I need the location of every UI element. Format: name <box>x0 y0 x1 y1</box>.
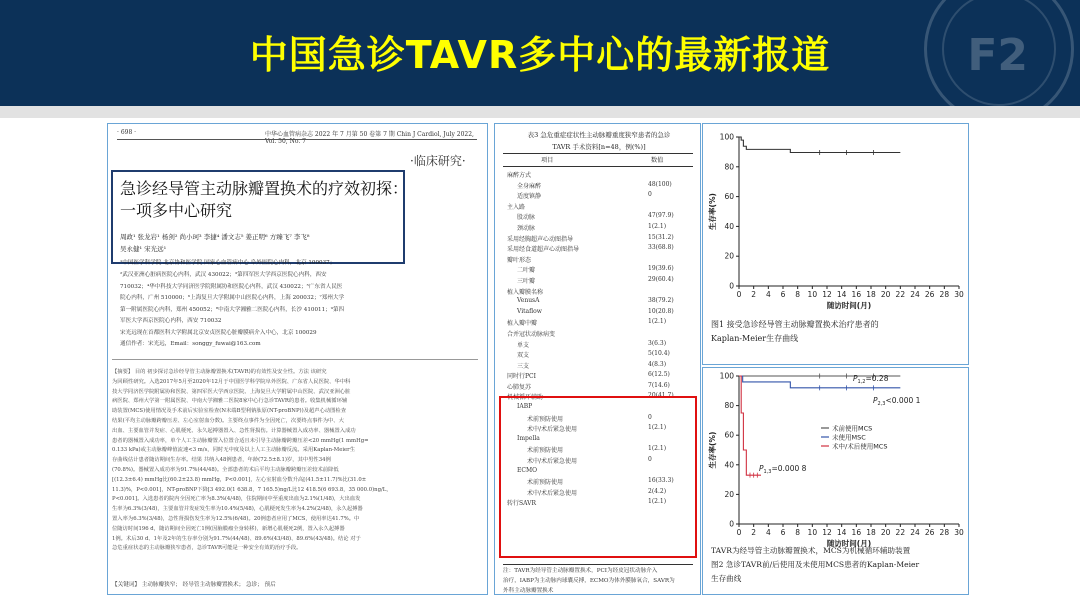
primary-affiliation: ¹中国医学科学院 北京协和医学院 国家心血管病中心 阜外医院心内科，北京 100037； <box>120 260 336 266</box>
y-tick-label: 20 <box>724 489 734 499</box>
article-title-line1: 急诊经导管主动脉瓣置换术的疗效初探： <box>120 179 409 198</box>
table-row <box>503 349 693 360</box>
row-label: Impella <box>517 434 540 442</box>
table-row <box>503 275 693 286</box>
y-tick-label: 60 <box>724 430 734 440</box>
x-tick-label: 16 <box>851 290 862 299</box>
row-value: 7(14.6) <box>648 381 670 389</box>
table-row <box>503 243 693 254</box>
x-tick-label: 24 <box>910 528 920 537</box>
row-label: 股动脉 <box>517 214 536 222</box>
row-value: 2(4.2) <box>648 487 667 495</box>
row-value: 29(60.4) <box>648 275 674 283</box>
x-tick-label: 24 <box>910 290 920 299</box>
table-row <box>503 296 693 307</box>
row-label: 适度镇静 <box>517 193 542 201</box>
x-tick-label: 20 <box>880 290 891 299</box>
affiliation-line: 院心内科，广州 510000；⁶上海复旦大学附属中山医院心内科，上海 200032；⁷郑州大学 <box>120 295 345 301</box>
abstract-line: 置入率为6.3%(3/48)，急性肾损伤发生率为12.5%(6/48)。20例患者应用了MCS，使用率达41.7%。中 <box>112 515 360 522</box>
affiliation-line: 军医大学西京医院心内科，西安 710032 <box>120 318 222 324</box>
affiliation-line: 第一附属医院心内科，郑州 450052；⁸中南大学湘雅二医院心内科，长沙 410011；⁹第四 <box>120 306 345 313</box>
row-value: 6(12.5) <box>648 371 670 379</box>
row-label: 主入路 <box>507 203 526 211</box>
x-tick-label: 12 <box>822 290 832 299</box>
y-tick-label: 20 <box>724 251 734 261</box>
row-label: 术前预防使用 <box>527 415 564 423</box>
article-title-line2: 一项多中心研究 <box>120 201 233 220</box>
table3-caption <box>503 129 695 153</box>
row-label: 转行SAVR <box>507 500 536 508</box>
authors-line2: 吴永健¹ 宋光远¹ <box>120 245 167 253</box>
row-value: 47(97.9) <box>648 212 674 220</box>
x-axis-label: 随访时间(月) <box>826 301 872 310</box>
x-tick-label: 30 <box>954 528 964 537</box>
figure1-caption <box>711 318 879 346</box>
table-row <box>503 254 693 265</box>
row-label: 双支 <box>517 352 530 360</box>
row-label: 瓣叶形态 <box>507 256 532 264</box>
p-value-annotation: $P_{1,3}=0.000$ 8 <box>759 464 807 475</box>
author-list <box>120 231 402 255</box>
row-value: 48(100) <box>648 180 672 188</box>
row-value: 20(41.7) <box>648 392 674 400</box>
abstract-divider <box>112 359 478 360</box>
x-tick-label: 10 <box>807 290 818 299</box>
x-tick-label: 22 <box>895 290 906 299</box>
mcs-highlight-box <box>499 396 697 558</box>
x-tick-label: 2 <box>751 528 757 537</box>
footnote-line: 治疗，IABP为主动脉内球囊反搏，ECMO为体外膜肺氧合，SAVR为 <box>503 578 675 584</box>
footnote-line: 注：TAVR为经导管主动脉瓣置换术，PCI为经皮冠状动脉介入 <box>503 568 658 574</box>
x-tick-label: 28 <box>939 290 950 299</box>
x-tick-label: 12 <box>822 528 832 537</box>
figure1-panel <box>702 123 969 365</box>
row-value: 1(2.1) <box>648 445 667 453</box>
x-tick-label: 28 <box>939 528 950 537</box>
row-label: 心肺复苏 <box>507 383 532 391</box>
table-row <box>503 307 693 318</box>
page-number: · 698 · <box>117 129 137 136</box>
row-label: 术中/术后紧急使用 <box>527 426 578 434</box>
table-row <box>503 381 693 392</box>
row-label: 机械循环辅助 <box>507 394 544 402</box>
figure2-panel <box>702 367 969 595</box>
y-tick-label: 100 <box>719 371 734 381</box>
abstract-line: 位随访时间196 d，随访期间全因死亡1例(因脑膜瘤全身转移)，新增心肌梗死2例，置入永久起搏器 <box>112 525 345 532</box>
abstract-line: 技大学同济医学院附属协和医院、第四军医大学西京医院、上海复旦大学附属中山医院、武汉亚洲心脏 <box>112 388 351 395</box>
abstract-line: 0.133 kPa)或主动脉瓣峰值流速<3 m/s，同时无中度及以上人工主动脉瓣反流。采用Kaplan-Meier生 <box>112 447 356 454</box>
x-tick-label: 4 <box>765 528 771 537</box>
abstract-line: 为回顾性研究。入选2017年5月至2020年12月于中国医学科学院阜外医院、广东省人民医院、华中科 <box>112 378 351 385</box>
abstract-line: 患者的器械置入成功率，单个人工主动脉瓣置入位置合适且未引导主动脉瓣跨瓣压差<20 mmHg(1 mmHg= <box>112 437 369 444</box>
y-tick-label: 60 <box>724 192 734 202</box>
row-value: 1(2.1) <box>648 498 667 506</box>
y-tick-label: 80 <box>724 162 734 172</box>
figure1-caption-line2: Kaplan-Meier生存曲线 <box>711 334 799 343</box>
row-value: 0 <box>648 413 652 421</box>
abstract-text <box>112 368 478 580</box>
abstract-line: 生率为6.3%(3/48)，主要血管并发症发生率为10.4%(5/48)，心肌梗死发生率为4.2%(2/48)，永久起搏器 <box>112 506 363 513</box>
article-running-head <box>117 129 477 145</box>
x-tick-label: 16 <box>851 528 862 537</box>
row-value: 0 <box>648 456 652 464</box>
header-rule <box>117 139 477 140</box>
x-tick-label: 26 <box>924 290 935 299</box>
row-label: 麻醉方式 <box>507 172 532 179</box>
row-value: 10(20.8) <box>648 307 674 315</box>
table-row <box>503 317 693 328</box>
x-tick-label: 18 <box>866 290 876 299</box>
row-value: 0 <box>648 191 652 199</box>
row-label: 二叶瓣 <box>517 267 536 275</box>
abstract-line: 急危重症状态的主动脉瓣狭窄患者，急诊TAVR可能是一种安全有效的治疗手段。 <box>112 545 302 552</box>
abstract-line: 【摘要】 目的 初步探讨急诊经导管主动脉瓣置换术(TAVR)的有效性及安全性。方法 该研究 <box>112 369 327 375</box>
legend-label: 术前使用MCS <box>832 424 873 433</box>
row-value: 1(2.1) <box>648 222 667 230</box>
x-tick-label: 0 <box>736 290 742 299</box>
x-tick-label: 2 <box>751 290 757 299</box>
x-tick-label: 20 <box>880 528 891 537</box>
header-divider <box>0 106 1080 118</box>
x-tick-label: 30 <box>954 290 964 299</box>
table-row <box>503 286 693 297</box>
article-title <box>120 178 408 222</box>
table-row <box>503 222 693 233</box>
x-tick-label: 14 <box>836 528 847 537</box>
row-label: 术前预防使用 <box>527 479 564 487</box>
header-banner <box>0 0 1080 106</box>
row-label: 植入瓣膜名称 <box>507 288 544 296</box>
row-value: 15(31.2) <box>648 233 674 241</box>
row-label: 三支 <box>517 362 530 370</box>
abstract-line: 存曲线估计患者随访期间生存率。结果 共纳入48例患者，年龄(72.5±8.1)岁，其中男性34例 <box>112 457 331 464</box>
survival-curve <box>739 376 761 475</box>
x-tick-label: 4 <box>765 290 771 299</box>
row-label: 全身麻醉 <box>517 182 542 190</box>
p-value-annotation: $P_{1,2}=0.28$ <box>853 374 889 385</box>
y-tick-label: 80 <box>724 401 734 411</box>
abstract-line: 11.3)%，P<0.001]，NT-proBNP下降[3 492.0(1 638.8，7 165.5)ng/L比12 418.5(6 693.8，35 000.0)ng/L， <box>112 486 392 493</box>
table-header-rule <box>503 166 693 167</box>
section-label: ·临床研究· <box>410 154 466 168</box>
table-row <box>503 180 693 191</box>
table-row <box>503 370 693 381</box>
row-label: 同时行PCI <box>507 373 536 381</box>
x-tick-label: 26 <box>924 528 935 537</box>
row-value: 16(33.3) <box>648 477 674 485</box>
row-label: 术中/术后紧急使用 <box>527 489 578 497</box>
authors-line1: 周政¹ 张龙岩¹ 杨剑² 尚小珂³ 李捷⁴ 潘文志⁵ 姜正明⁶ 方臻飞⁷ 李飞⁸ <box>120 233 310 241</box>
table-top-rule <box>503 153 693 154</box>
table-row <box>503 360 693 371</box>
row-label: 单支 <box>517 341 530 349</box>
x-axis-label: 随访时间(月) <box>826 539 872 548</box>
row-label: 采用经胸超声心动图指导 <box>507 235 574 243</box>
table-row <box>503 201 693 212</box>
y-tick-label: 40 <box>724 221 734 231</box>
affiliation-line: 宋光远现在首都医科大学附属北京安贞医院心脏瓣膜病介入中心，北京 100029 <box>120 329 317 336</box>
abstract-line: [(12.3±6.4) mmHg比(60.2±23.8) mmHg，P<0.001]，左心室射血分数升高[(41.5±11.7)%比(31.0± <box>112 476 367 483</box>
x-tick-label: 6 <box>780 290 786 299</box>
legend-label: 术中/术后使用MCS <box>832 442 888 451</box>
x-tick-label: 0 <box>736 528 742 537</box>
figure2-caption-line2: 生存曲线 <box>711 574 742 583</box>
row-label: Vitaflow <box>517 307 542 315</box>
row-label: ECMO <box>517 466 538 474</box>
table-row <box>503 169 693 180</box>
row-value: 33(68.8) <box>648 244 674 252</box>
row-value: 38(79.2) <box>648 297 674 305</box>
table-row <box>503 233 693 244</box>
row-label: 合并冠状动脉病变 <box>507 330 556 338</box>
affiliation-line: 通信作者：宋光远，Email：songgy_fuwai@163.com <box>120 341 261 347</box>
table3-caption-line2: TAVR 手术资料[n=48，例(%)] <box>552 143 646 151</box>
watermark-text: F2 <box>967 30 1028 81</box>
abstract-line: 出血、主要血管并发症、心肌梗死、永久起搏器置入、急性肾损伤。计算器械置入成功率、器械置入成功 <box>112 427 356 434</box>
row-label: 采用经食道超声心动图指导 <box>507 246 580 254</box>
journal-info: 中华心血管病杂志 2022 年 7 月第 50 卷第 7 期 Chin J Cardiol, July 2022, Vol. 50, No. 7 <box>265 131 474 145</box>
row-label: 术中/术后紧急使用 <box>527 458 578 466</box>
table-bottom-rule <box>503 564 693 565</box>
affiliation-list <box>120 270 480 351</box>
abstract-line: 助装置(MCS)使用情况及手术前后实验室检查(N末端B型利钠肽原(NT-proBNP))及超声心动图检查 <box>112 408 347 415</box>
abstract-line: 1例。术后30 d、1年及2年的生存率分别为91.7%(44/48)、89.6%(43/48)、89.6%(43/48)。结论 对于 <box>112 535 361 542</box>
row-value: 4(8.3) <box>648 360 667 368</box>
row-label: VenusA <box>517 297 540 305</box>
x-tick-label: 8 <box>795 528 801 537</box>
y-tick-label: 0 <box>729 281 734 291</box>
keywords: 【关键词】 主动脉瓣狭窄； 经导管主动脉瓣置换术； 急诊； 预后 <box>112 582 276 588</box>
table-row <box>503 339 693 350</box>
row-value: 19(39.6) <box>648 265 674 273</box>
row-label: 植入瓣中瓣 <box>507 320 538 328</box>
figure2-caption-line1: 图2 急诊TAVR前/后使用及未使用MCS患者的Kaplan-Meier <box>711 560 920 569</box>
column-header-item: 项目 <box>541 157 554 164</box>
table-row <box>503 190 693 201</box>
footnote-line: 外科主动脉瓣置换术 <box>503 588 554 594</box>
row-label: 术前预防使用 <box>527 447 564 455</box>
p-value-annotation: $P_{2,3}<0.000$ 1 <box>873 396 921 407</box>
x-tick-label: 10 <box>807 528 818 537</box>
figure2-caption <box>711 544 919 586</box>
y-tick-label: 0 <box>729 519 734 529</box>
slide-title: 中国急诊TAVR多中心的最新报道 <box>249 33 831 77</box>
legend-label: 未使用MSC <box>832 433 866 442</box>
x-tick-label: 14 <box>836 290 847 299</box>
y-tick-label: 100 <box>719 132 734 142</box>
row-value: 1(2.1) <box>648 318 667 326</box>
affiliation-line: 710032；⁴华中科技大学同济医学院附属协和医院心内科，武汉 430022；⁵广东省人民医 <box>120 283 343 290</box>
row-value: 3(6.3) <box>648 339 667 347</box>
abstract-line: 结果(平均主动脉瓣跨瓣压差、左心室射血分数)。主要终点事件为全因死亡，次要终点事件为中、大 <box>112 417 344 424</box>
row-label: 三叶瓣 <box>517 277 536 285</box>
figure2-caption-line0: TAVR为经导管主动脉瓣置换术，MCS为机械循环辅助装置 <box>711 546 911 555</box>
table3-caption-line1: 表3 急危重症症状性主动脉瓣重度狭窄患者的急诊 <box>527 131 671 139</box>
y-tick-label: 40 <box>724 460 734 470</box>
row-value: 1(2.1) <box>648 424 667 432</box>
abstract-line: P<0.001]。入选患者的院内全因死亡率为8.3%(4/48)，住院期间中至重度出血为2.1%(1/48)，大出血发 <box>112 496 361 503</box>
table-row <box>503 211 693 222</box>
x-tick-label: 22 <box>895 528 906 537</box>
x-tick-label: 6 <box>780 528 786 537</box>
column-header-data: 数值 <box>651 157 664 164</box>
abstract-line: 病医院、郑州大学第一附属医院、中南大学湘雅二医院8家中心行急诊TAVR的患者。收集机械循环辅 <box>112 398 348 405</box>
abstract-line: (70.8%)。器械置入成功率为91.7%(44/48)。全部患者的术后平均主动脉瓣跨瓣压差较术前降低 <box>112 466 339 473</box>
table-row <box>503 328 693 339</box>
y-axis-label: 生存率(%) <box>708 193 717 230</box>
row-label: 颈动脉 <box>517 224 536 232</box>
y-axis-label: 生存率(%) <box>708 431 717 469</box>
row-value: 5(10.4) <box>648 350 670 358</box>
table-row <box>503 264 693 275</box>
affiliation-line: ²武汉亚洲心脏病医院心内科，武汉 430022；³第四军医大学西京医院心内科，西安 <box>120 272 327 278</box>
figure1-caption-line1: 图1 接受急诊经导管主动脉瓣置换术治疗患者的 <box>711 320 879 329</box>
x-tick-label: 18 <box>866 528 876 537</box>
row-label: IABP <box>517 403 533 411</box>
table3-footnote <box>503 566 695 595</box>
x-tick-label: 8 <box>795 290 801 299</box>
